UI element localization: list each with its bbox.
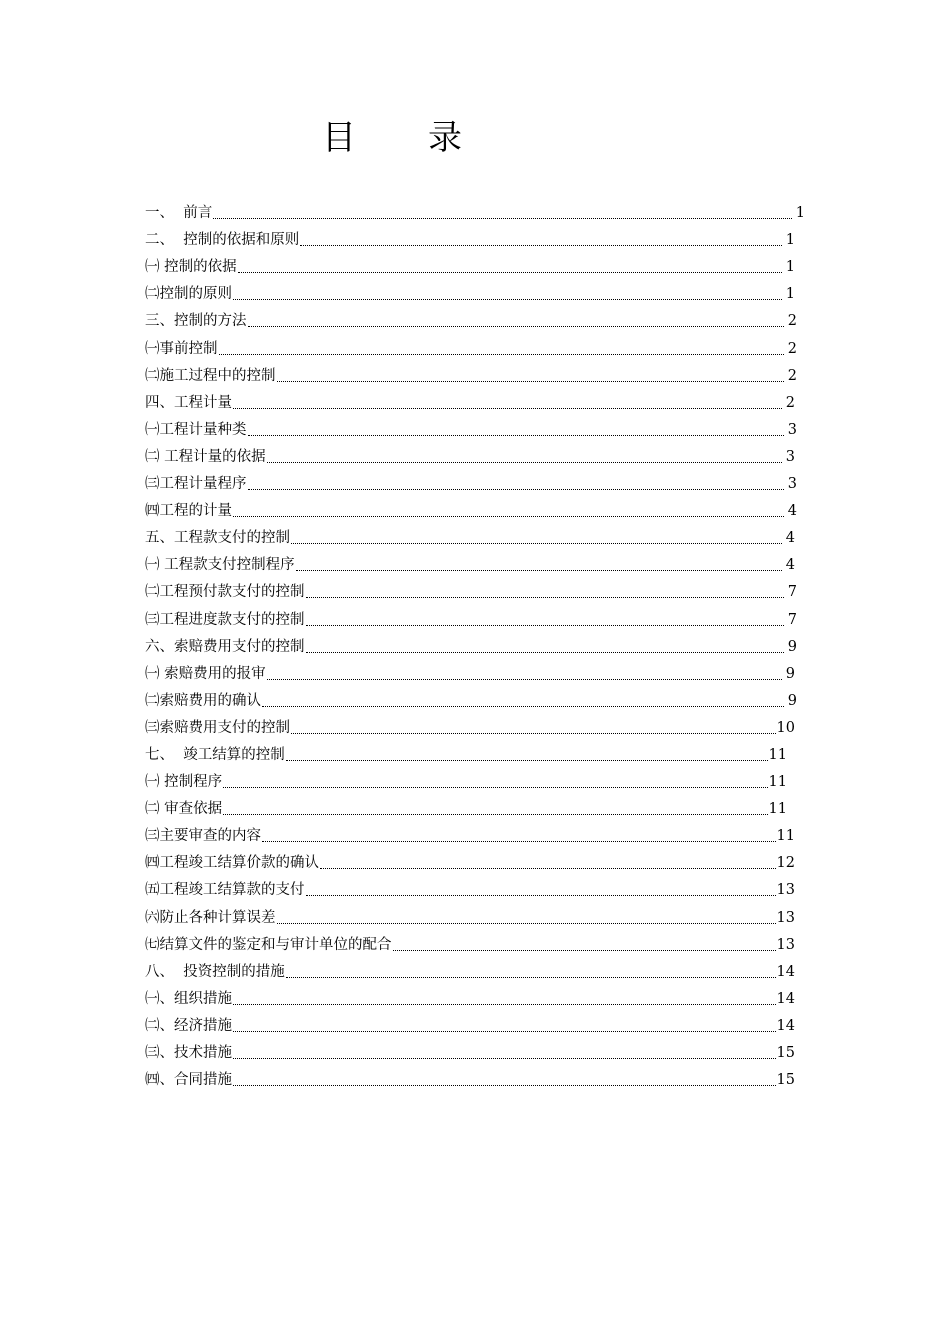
toc-entry-label: 二、 控制的依据和原则 (145, 232, 300, 249)
toc-entry[interactable] (145, 765, 805, 792)
toc-entry[interactable] (145, 873, 805, 900)
toc-title-char-2: 录 (428, 118, 462, 158)
toc-entry-label: ㈠ 索赔费用的报审 (145, 665, 266, 682)
toc-entry-page-number: 9 (787, 692, 797, 709)
toc-entry-label: ㈠、组织措施 (145, 990, 232, 1007)
toc-dot-leader (393, 949, 776, 951)
toc-entry-page-number: 13 (776, 909, 795, 926)
toc-entry-label: ㈡ 审查依据 (145, 801, 223, 818)
toc-dot-leader (296, 569, 782, 571)
toc-entry-page-number: 7 (787, 584, 797, 601)
toc-entry-label: ㈡控制的原则 (145, 286, 232, 303)
toc-dot-leader (233, 298, 782, 300)
toc-dot-leader (248, 488, 785, 490)
toc-entry-page-number: 4 (787, 503, 797, 520)
toc-entry-page-number: 1 (795, 205, 805, 222)
toc-entry[interactable] (145, 548, 805, 575)
toc-entry-page-number: 4 (785, 557, 795, 574)
toc-entry[interactable] (145, 1036, 805, 1063)
toc-dot-leader (233, 1030, 776, 1032)
toc-entry-label: ㈢、技术措施 (145, 1045, 232, 1061)
toc-entry[interactable] (145, 684, 805, 711)
toc-entry-page-number: 4 (785, 530, 795, 547)
toc-dot-leader (233, 1084, 776, 1086)
toc-entry[interactable] (145, 602, 805, 629)
toc-entry[interactable] (145, 277, 805, 304)
toc-entry-page-number: 3 (785, 448, 795, 465)
toc-entry-label: ㈢工程计量程序 (145, 476, 247, 493)
toc-entry[interactable] (145, 1009, 805, 1036)
toc-dot-leader (213, 217, 792, 219)
toc-entry-label: 七、 竣工结算的控制 (145, 746, 285, 763)
toc-entry-page-number: 9 (785, 665, 795, 682)
toc-entry-label: ㈠ 控制的依据 (145, 259, 237, 276)
toc-entry-page-number: 7 (787, 611, 797, 628)
toc-dot-leader (286, 976, 776, 978)
toc-entry[interactable] (145, 386, 805, 413)
toc-entry-label: 三、控制的方法 (145, 313, 247, 330)
toc-dot-leader (277, 922, 776, 924)
toc-entry[interactable] (145, 982, 805, 1009)
toc-entry-label: ㈢主要审查的内容 (145, 828, 261, 845)
toc-entry-label: ㈦结算文件的鉴定和与审计单位的配合 (145, 936, 392, 953)
toc-entry-label: ㈠ 工程款支付控制程序 (145, 557, 295, 574)
toc-entry-label: 一、 前言 (145, 205, 213, 222)
toc-entry-label: ㈤工程竣工结算款的支付 (145, 882, 305, 899)
toc-entry-label: ㈢索赔费用支付的控制 (145, 719, 290, 736)
toc-entry-label: ㈠事前控制 (145, 340, 218, 357)
toc-dot-leader (223, 813, 767, 815)
toc-entry-page-number: 12 (776, 855, 795, 872)
toc-entry-page-number: 1 (785, 259, 795, 276)
toc-entry-page-number: 11 (776, 828, 795, 845)
toc-dot-leader (306, 651, 785, 653)
toc-entry-label: ㈠ 控制程序 (145, 774, 223, 791)
toc-dot-leader (248, 325, 785, 327)
toc-dot-leader (306, 596, 785, 598)
toc-entry[interactable] (145, 494, 805, 521)
toc-entry-page-number: 11 (768, 801, 787, 818)
toc-entry-page-number: 14 (776, 963, 795, 980)
toc-dot-leader (223, 786, 767, 788)
toc-entry-page-number: 1 (785, 286, 795, 303)
toc-dot-leader (320, 867, 776, 869)
toc-entry-label: ㈥防止各种计算误差 (145, 909, 276, 926)
toc-dot-leader (233, 1057, 776, 1059)
toc-entry-page-number: 2 (787, 340, 797, 357)
toc-dot-leader (267, 461, 782, 463)
toc-entry-page-number: 14 (776, 1017, 795, 1034)
toc-entry[interactable] (145, 738, 805, 765)
toc-entry-label: ㈣、合同措施 (145, 1072, 232, 1089)
toc-dot-leader (233, 515, 784, 517)
toc-entry[interactable] (145, 521, 805, 548)
toc-entry-page-number: 2 (787, 313, 797, 330)
toc-entry[interactable] (145, 196, 805, 223)
toc-entry[interactable] (145, 657, 805, 684)
toc-entry[interactable] (145, 630, 805, 657)
toc-entry-page-number: 2 (785, 394, 795, 411)
toc-dot-leader (233, 407, 782, 409)
toc-entry-label: ㈡、经济措施 (145, 1017, 232, 1034)
toc-entry[interactable] (145, 1063, 805, 1090)
toc-entry-page-number: 3 (787, 476, 797, 493)
toc-dot-leader (286, 759, 768, 761)
toc-entry-page-number: 13 (776, 936, 795, 953)
toc-entry[interactable] (145, 304, 805, 331)
toc-list (145, 196, 805, 1090)
toc-dot-leader (238, 271, 782, 273)
toc-entry-page-number: 3 (787, 421, 797, 438)
toc-entry[interactable] (145, 331, 805, 358)
toc-dot-leader (306, 894, 776, 896)
toc-entry-page-number: 1 (785, 232, 795, 249)
toc-dot-leader (233, 1003, 776, 1005)
toc-entry-page-number: 2 (787, 367, 797, 384)
toc-entry[interactable] (145, 413, 805, 440)
toc-entry-label: ㈡工程预付款支付的控制 (145, 584, 305, 601)
toc-entry[interactable] (145, 900, 805, 927)
toc-entry[interactable] (145, 846, 805, 873)
toc-dot-leader (306, 624, 785, 626)
toc-entry[interactable] (145, 440, 805, 467)
toc-dot-leader (267, 678, 782, 680)
toc-entry-page-number: 15 (776, 1045, 795, 1061)
toc-dot-leader (300, 244, 782, 246)
toc-entry[interactable] (145, 223, 805, 250)
toc-entry[interactable] (145, 711, 805, 738)
toc-dot-leader (262, 705, 784, 707)
toc-entry-label: ㈡施工过程中的控制 (145, 367, 276, 384)
toc-entry-page-number: 13 (776, 882, 795, 899)
toc-entry[interactable] (145, 792, 805, 819)
toc-entry[interactable] (145, 928, 805, 955)
toc-entry[interactable] (145, 955, 805, 982)
toc-entry-label: ㈡ 工程计量的依据 (145, 448, 266, 465)
toc-entry-page-number: 15 (776, 1072, 795, 1089)
toc-entry[interactable] (145, 467, 805, 494)
toc-entry-label: 六、索赔费用支付的控制 (145, 638, 305, 655)
toc-entry-page-number: 11 (768, 774, 787, 791)
toc-title (322, 118, 462, 158)
toc-title-char-1: 目 (322, 118, 356, 158)
toc-dot-leader (291, 542, 782, 544)
toc-entry-page-number: 9 (787, 638, 797, 655)
toc-entry-label: 五、工程款支付的控制 (145, 530, 290, 547)
toc-entry[interactable] (145, 359, 805, 386)
toc-entry[interactable] (145, 575, 805, 602)
toc-entry-label: ㈣工程竣工结算价款的确认 (145, 855, 319, 872)
toc-entry-page-number: 10 (776, 719, 795, 736)
toc-dot-leader (277, 380, 785, 382)
toc-entry-page-number: 11 (768, 746, 787, 763)
toc-entry-label: ㈠工程计量种类 (145, 421, 247, 438)
toc-entry[interactable] (145, 819, 805, 846)
toc-dot-leader (291, 732, 776, 734)
toc-entry[interactable] (145, 250, 805, 277)
toc-dot-leader (248, 434, 785, 436)
toc-entry-label: ㈢工程进度款支付的控制 (145, 611, 305, 628)
toc-entry-label: ㈣工程的计量 (145, 503, 232, 520)
toc-entry-page-number: 14 (776, 990, 795, 1007)
toc-entry-label: 八、 投资控制的措施 (145, 963, 285, 980)
toc-dot-leader (262, 840, 776, 842)
toc-entry-label: ㈡索赔费用的确认 (145, 692, 261, 709)
toc-entry-label: 四、工程计量 (145, 394, 232, 411)
toc-dot-leader (219, 353, 785, 355)
